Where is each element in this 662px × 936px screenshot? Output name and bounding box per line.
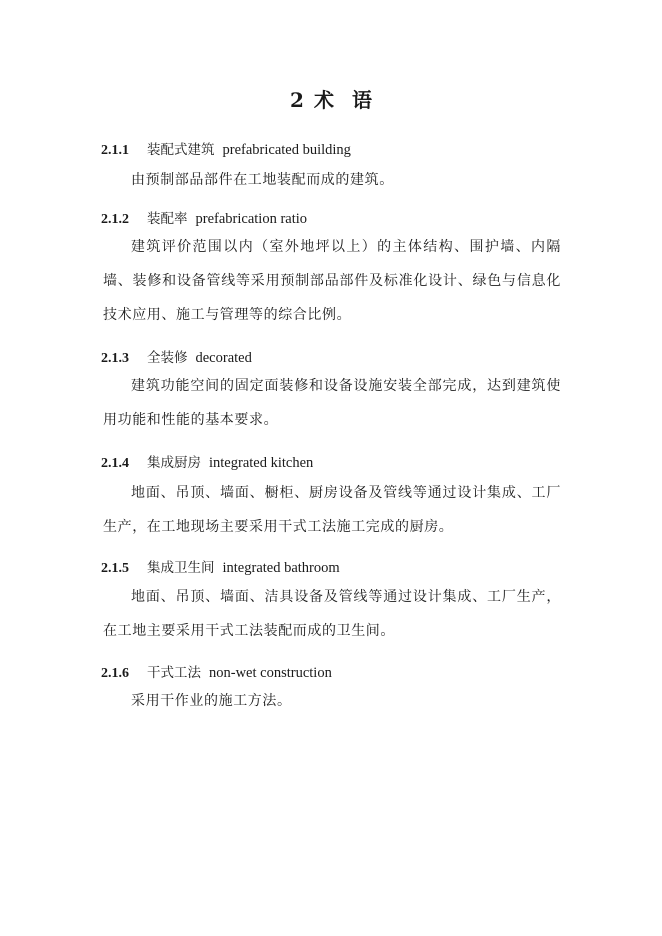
term-definition: 由预制部品部件在工地装配而成的建筑。 bbox=[131, 172, 394, 188]
term-english: non-wet construction bbox=[209, 665, 332, 681]
chapter-title-part2: 语 bbox=[351, 88, 372, 112]
term-english: integrated kitchen bbox=[209, 455, 314, 471]
term-definition: 建筑功能空间的固定面装修和设备设施安装全部完成，达到建筑使用功能和性能的基本要求。 bbox=[103, 378, 561, 428]
term-number: 2.1.3 bbox=[101, 351, 129, 366]
term-heading bbox=[101, 661, 332, 682]
term-english: prefabrication ratio bbox=[195, 211, 308, 227]
term-number: 2.1.2 bbox=[101, 212, 129, 227]
term-english: decorated bbox=[195, 350, 252, 366]
term-heading bbox=[101, 207, 307, 228]
term-number: 2.1.5 bbox=[101, 561, 129, 576]
term-number: 2.1.4 bbox=[101, 456, 129, 471]
term-heading bbox=[101, 346, 252, 367]
term-heading bbox=[101, 556, 340, 577]
term-definition: 建筑评价范围以内（室外地坪以上）的主体结构、围护墙、内隔墙、装修和设备管线等采用预制部品部件及标准化设计、绿色与信息化技术应用、施工与管理等的综合比例。 bbox=[103, 239, 561, 323]
term-definition: 地面、吊顶、墙面、洁具设备及管线等通过设计集成、工厂生产，在工地主要采用干式工法装配而成的卫生间。 bbox=[103, 589, 561, 639]
term-chinese: 集成卫生间 bbox=[147, 560, 215, 576]
term-definition: 采用干作业的施工方法。 bbox=[131, 693, 292, 709]
term-english: integrated bathroom bbox=[222, 560, 340, 576]
term-chinese: 集成厨房 bbox=[147, 455, 201, 471]
term-english: prefabricated building bbox=[222, 142, 351, 158]
term-chinese: 全装修 bbox=[147, 350, 188, 366]
term-chinese: 装配式建筑 bbox=[147, 142, 215, 158]
chapter-title bbox=[0, 84, 662, 113]
term-chinese: 装配率 bbox=[147, 211, 188, 227]
term-heading bbox=[101, 138, 351, 159]
term-number: 2.1.1 bbox=[101, 143, 129, 158]
term-number: 2.1.6 bbox=[101, 666, 129, 681]
term-definition: 地面、吊顶、墙面、橱柜、厨房设备及管线等通过设计集成、工厂生产，在工地现场主要采用干式工法施工完成的厨房。 bbox=[103, 485, 561, 535]
term-heading bbox=[101, 451, 313, 472]
chapter-title-part1: 术 bbox=[313, 88, 334, 112]
chapter-number: 2 bbox=[290, 88, 304, 112]
term-chinese: 干式工法 bbox=[147, 665, 201, 681]
